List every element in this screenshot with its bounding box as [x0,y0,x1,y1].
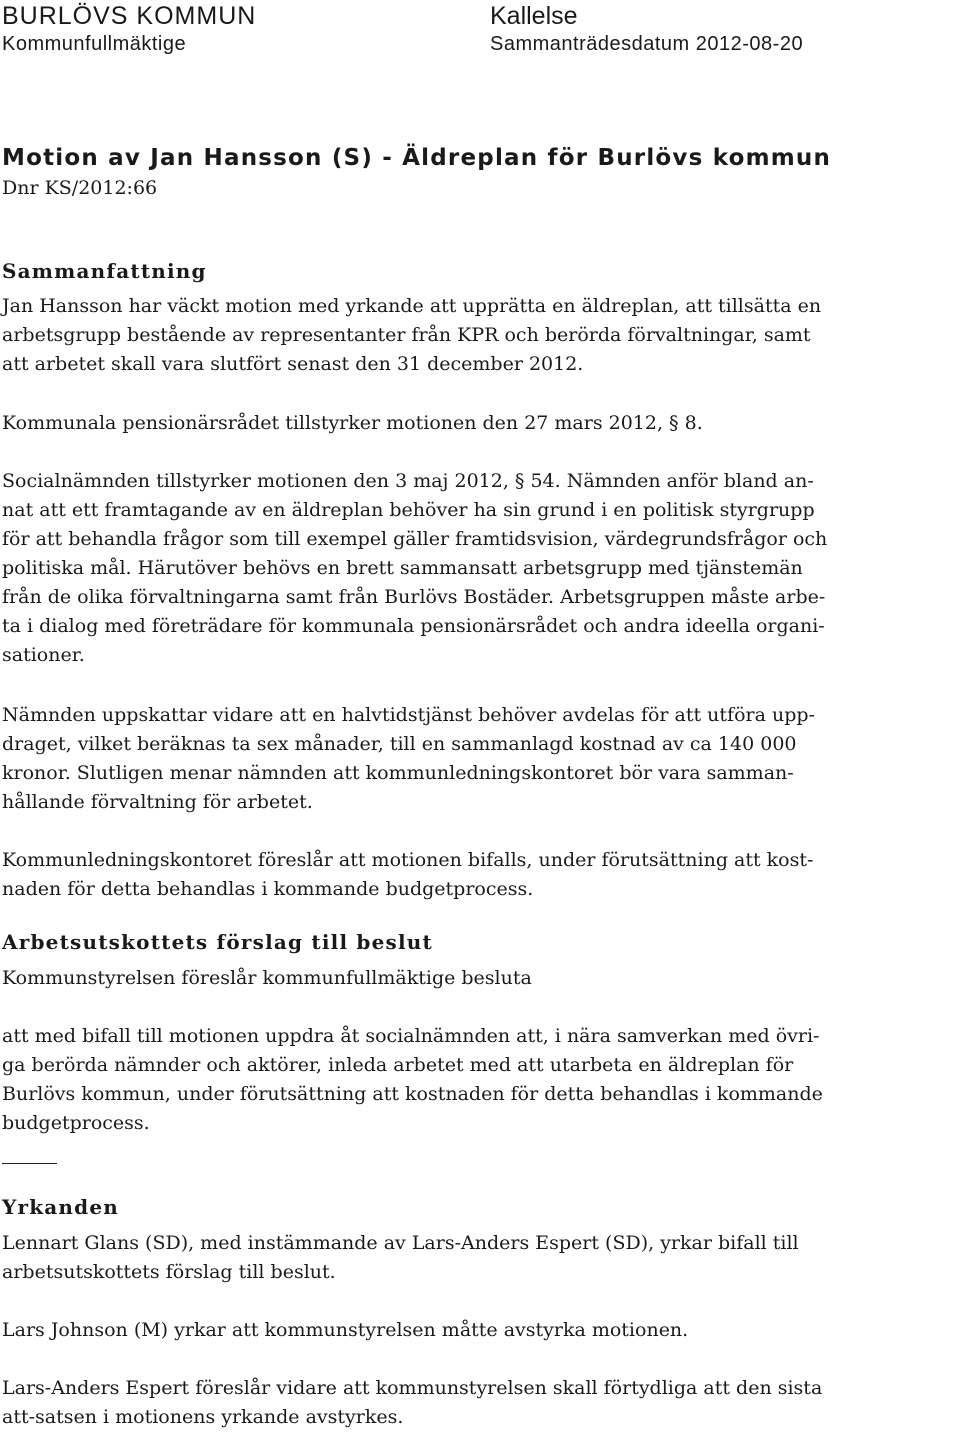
motions-heading: Yrkanden [2,1195,120,1219]
text-line: Jan Hansson har väckt motion med yrkande att upprätta en äldreplan, att tillsätta en [2,295,822,317]
document-type: Kallelse [490,2,578,30]
case-number: Dnr KS/2012:66 [2,177,158,199]
motions-paragraph-1 [2,1229,960,1287]
text-line: Lars-Anders Espert föreslår vidare att kommunstyrelsen skall förtydliga att den sista [2,1377,823,1399]
summary-paragraph-3 [2,467,960,670]
text-line: arbetsutskottets förslag till beslut. [2,1261,336,1283]
text-line: Kommunledningskontoret föreslår att motionen bifalls, under förutsättning att kost- [2,849,814,871]
text-line: ta i dialog med företrädare för kommunala pensionärsrådet och andra ideella organi- [2,615,825,637]
organization-name: BURLÖVS KOMMUN [2,2,257,30]
text-line: kronor. Slutligen menar nämnden att kommunledningskontoret bör vara samman- [2,762,794,784]
assembly-name: Kommunfullmäktige [2,33,187,55]
text-line: Nämnden uppskattar vidare att en halvtidstjänst behöver avdelas för att utföra upp- [2,704,815,726]
page-title: Motion av Jan Hansson (S) - Äldreplan för Burlövs kommun [2,145,832,171]
section-divider [2,1163,57,1164]
proposal-decision [2,1022,960,1138]
proposal-intro [2,964,960,993]
text-line: Socialnämnden tillstyrker motionen den 3 maj 2012, § 54. Nämnden anför bland an- [2,470,814,492]
motions-paragraph-3 [2,1374,960,1432]
text-line: ga berörda nämnder och aktörer, inleda arbetet med att utarbeta en äldreplan för [2,1054,794,1076]
text-line: nat att ett framtagande av en äldreplan behöver ha sin grund i en politisk styrgrupp [2,499,815,521]
summary-paragraph-2 [2,409,960,438]
text-line: att arbetet skall vara slutfört senast den 31 december 2012. [2,353,584,375]
text-line: draget, vilket beräknas ta sex månader, till en sammanlagd kostnad av ca 140 000 [2,733,797,755]
text-line: Lars Johnson (M) yrkar att kommunstyrelsen måtte avstyrka motionen. [2,1319,689,1341]
text-line: hållande förvaltning för arbetet. [2,791,313,813]
motions-paragraph-2 [2,1316,960,1345]
summary-paragraph-1 [2,292,960,379]
text-line: politiska mål. Härutöver behövs en brett sammansatt arbetsgrupp med tjänstemän [2,557,803,579]
text-line: att-satsen i motionens yrkande avstyrkes. [2,1406,404,1428]
summary-paragraph-5 [2,846,960,904]
text-line: arbetsgrupp bestående av representanter från KPR och berörda förvaltningar, samt [2,324,811,346]
text-line: att med bifall till motionen uppdra åt socialnämnden att, i nära samverkan med övri- [2,1025,820,1047]
summary-paragraph-4 [2,701,960,817]
text-line: Burlövs kommun, under förutsättning att kostnaden för detta behandlas i kommande [2,1083,823,1105]
text-line: budgetprocess. [2,1112,150,1134]
text-line: Kommunala pensionärsrådet tillstyrker motionen den 27 mars 2012, § 8. [2,412,703,434]
meeting-date: Sammanträdesdatum 2012-08-20 [490,33,804,55]
text-line: naden för detta behandlas i kommande budgetprocess. [2,878,534,900]
text-line: Kommunstyrelsen föreslår kommunfullmäktige besluta [2,967,532,989]
text-line: för att behandla frågor som till exempel gäller framtidsvision, värdegrundsfrågor och [2,528,828,550]
text-line: Lennart Glans (SD), med instämmande av Lars-Anders Espert (SD), yrkar bifall till [2,1232,799,1254]
proposal-heading: Arbetsutskottets förslag till beslut [2,930,433,954]
text-line: från de olika förvaltningarna samt från Burlövs Bostäder. Arbetsgruppen måste arbe- [2,586,826,608]
summary-heading: Sammanfattning [2,259,207,283]
text-line: sationer. [2,644,85,666]
